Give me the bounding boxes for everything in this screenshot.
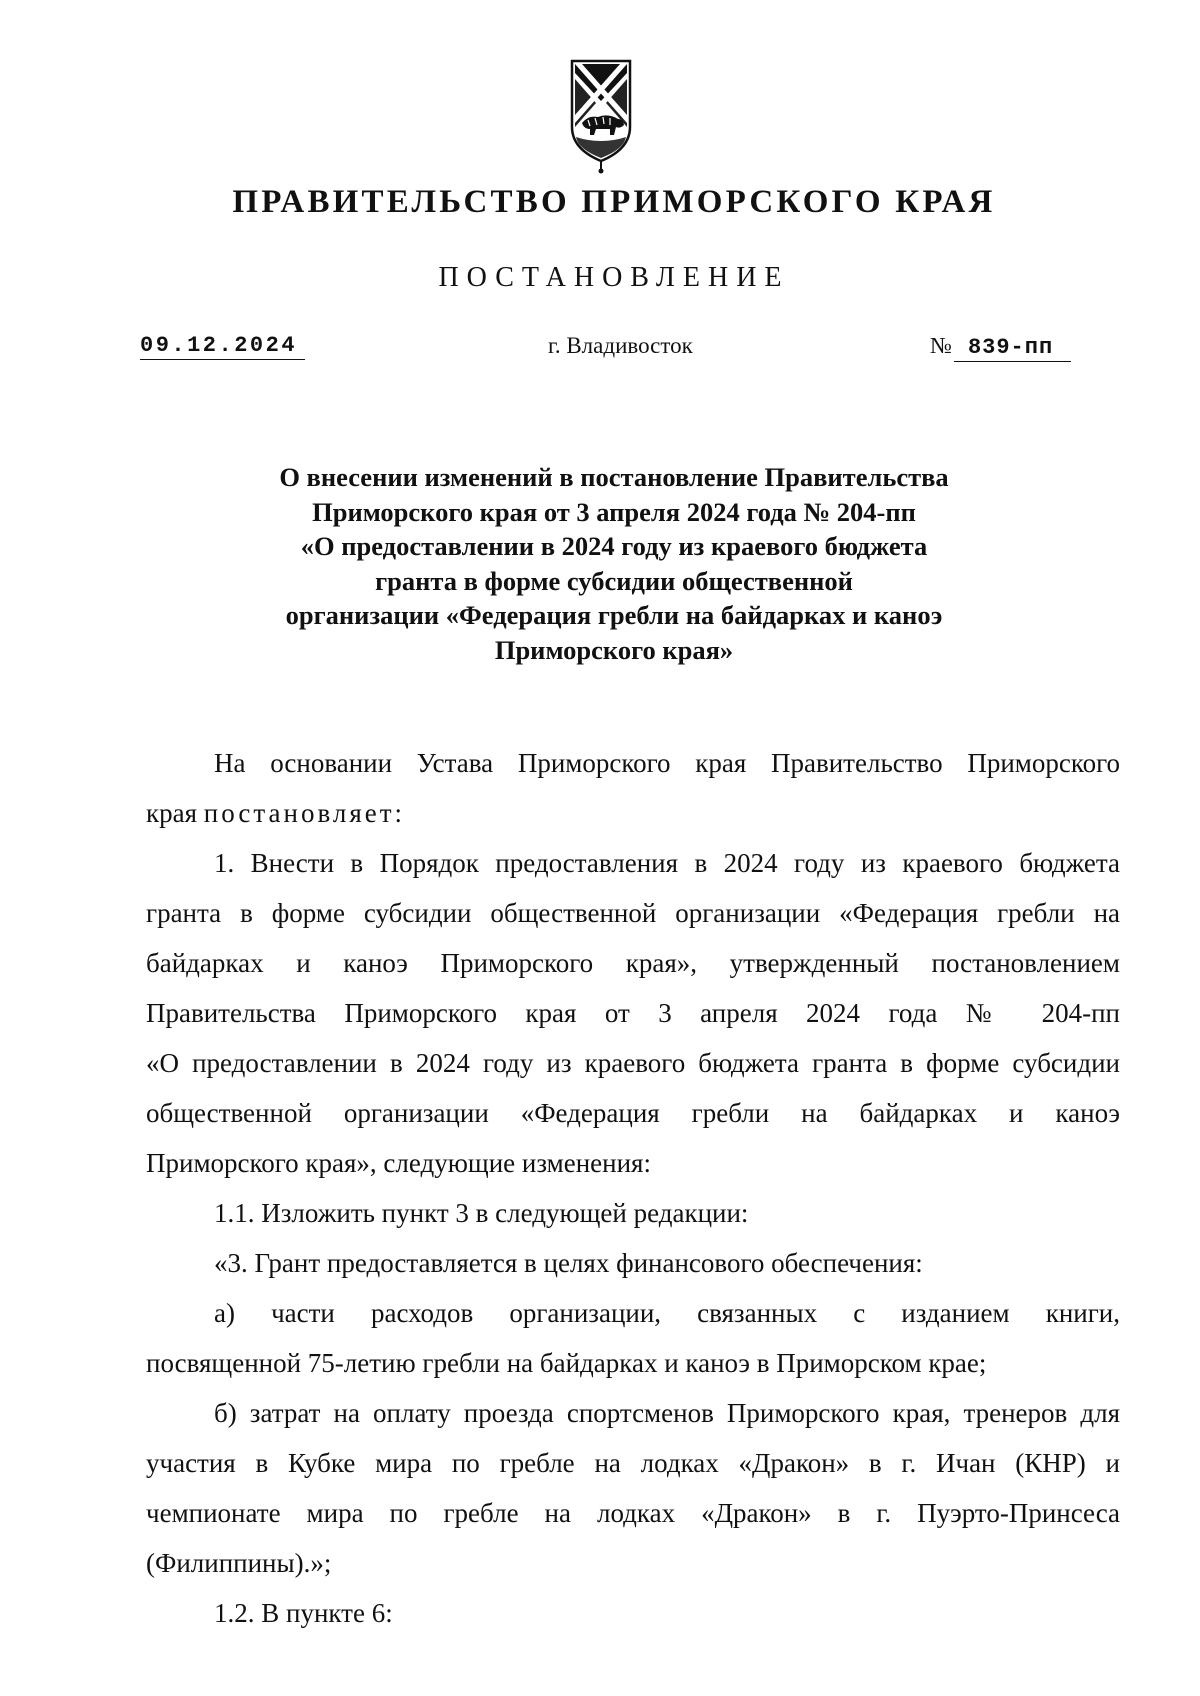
text-line: На основании Устава Приморского края Правительство Приморского <box>214 748 1120 778</box>
text-line: общественной организации «Федерация гребли на байдарках и каноэ <box>146 1098 1120 1128</box>
paragraph-b <box>146 1388 1120 1588</box>
text-line: «О предоставлении в 2024 году из краевого бюджета гранта в форме субсидии <box>146 1048 1120 1078</box>
text-fragment: края <box>146 798 198 828</box>
subject-line: «О предоставлении в 2024 году из краевого бюджета <box>300 531 928 561</box>
text-line: 1.1. Изложить пункт 3 в следующей редакции: <box>214 1198 749 1228</box>
paragraph-1 <box>146 838 1120 1188</box>
text-line: «3. Грант предоставляется в целях финансового обеспечения: <box>214 1248 923 1278</box>
subject-line: Приморского края» <box>494 634 734 665</box>
number-sign: № <box>930 333 952 358</box>
paragraph-1-2 <box>146 1588 1120 1638</box>
text-line: 1.2. В пункте 6: <box>214 1598 393 1628</box>
text-line: Приморского края», следующие изменения: <box>146 1148 651 1178</box>
text-line: чемпионате мира по гребле на лодках «Дракон» в г. Пуэрто-Принсеса <box>146 1498 1120 1528</box>
subject-line: организации «Федерация гребли на байдарках и каноэ <box>285 600 943 630</box>
text-line: 1. Внести в Порядок предоставления в 2024 году из краевого бюджета <box>214 848 1120 878</box>
text-line: а) части расходов организации, связанных с изданием книги, <box>214 1298 1120 1328</box>
document-city: г. Владивосток <box>548 333 693 358</box>
document-date: 09.12.2024 <box>140 333 305 360</box>
decree-keyword: постановляет: <box>203 798 406 828</box>
document-number <box>930 333 1071 362</box>
text-line: гранта в форме субсидии общественной организации «Федерация гребли на <box>146 898 1120 928</box>
text-line: б) затрат на оплату проезда спортсменов Приморского края, тренеров для <box>214 1398 1120 1428</box>
text-line: байдарках и каноэ Приморского края», утвержденный постановлением <box>146 948 1120 978</box>
document-type: ПОСТАНОВЛЕНИЕ <box>438 262 790 293</box>
document-subject <box>28 460 1200 667</box>
text-line: Правительства Приморского края от 3 апреля 2024 года № 204-пп <box>146 998 1120 1028</box>
paragraph-1-1 <box>146 1188 1120 1238</box>
subject-line: гранта в форме субсидии общественной <box>375 565 853 596</box>
text-line: посвященной 75-летию гребли на байдарках и каноэ в Приморском крае; <box>146 1348 987 1378</box>
paragraph-3-quote <box>146 1238 1120 1288</box>
coat-of-arms-icon <box>568 57 634 175</box>
intro-paragraph <box>146 738 1120 838</box>
text-line <box>146 788 1120 838</box>
subject-line: Приморского края от 3 апреля 2024 года № 204-пп <box>312 496 916 527</box>
text-line: участия в Кубке мира по гребле на лодках «Дракон» в г. Ичан (КНР) и <box>146 1448 1120 1478</box>
document-body <box>146 738 1120 1638</box>
subject-line: О внесении изменений в постановление Правительства <box>279 462 949 492</box>
government-title: ПРАВИТЕЛЬСТВО ПРИМОРСКОГО КРАЯ <box>232 184 996 220</box>
number-value: 839-пп <box>954 335 1071 362</box>
text-line: (Филиппины).»; <box>146 1548 332 1578</box>
paragraph-a <box>146 1288 1120 1388</box>
document-meta <box>140 333 1085 373</box>
